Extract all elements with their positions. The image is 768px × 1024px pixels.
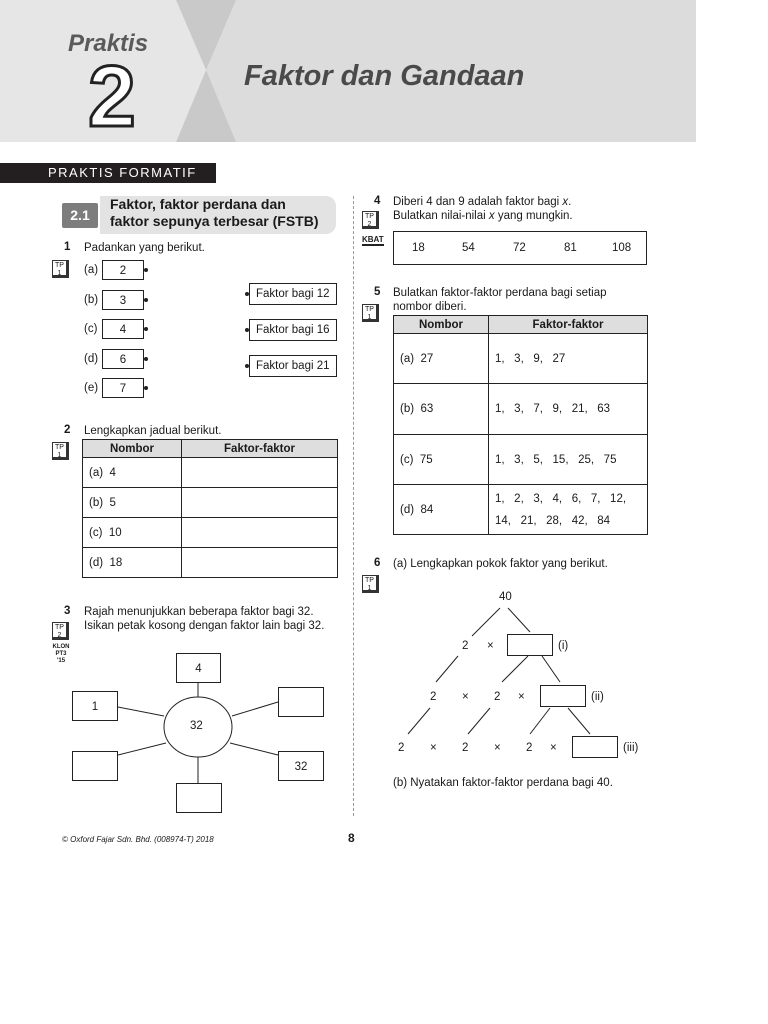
q4-text-2a: Bulatkan nilai-nilai (393, 210, 489, 222)
q5-number-cell (394, 384, 489, 435)
q3-blank-box[interactable] (176, 783, 222, 813)
q4-variable: x (488, 210, 495, 222)
q1-tp-badge (52, 260, 69, 278)
q5-number-cell (394, 485, 489, 535)
q6-number: 6 (374, 557, 381, 569)
q6-factor: 2 (430, 691, 437, 703)
match-dot[interactable] (144, 386, 148, 390)
q4-text-1 (393, 195, 571, 210)
row-label: (d) (89, 556, 104, 569)
copyright: © Oxford Fajar Sdn. Bhd. (008974-T) 2018 (62, 835, 214, 844)
row-number: 18 (109, 556, 123, 569)
tp-level: 1 (57, 452, 62, 459)
q6-factor: 2 (462, 742, 469, 754)
q2-table (82, 439, 338, 578)
tp-level: 1 (367, 314, 372, 321)
table-row (394, 334, 648, 384)
q4-text-1a: Diberi 4 dan 9 adalah faktor bagi (393, 196, 563, 208)
table-row (83, 458, 338, 488)
q6-times: × (487, 640, 494, 652)
formatif-label: PRAKTIS FORMATIF (48, 165, 197, 180)
q4-text-1b: . (568, 196, 572, 208)
row-number: 84 (420, 503, 434, 516)
klon-line1: KLON (52, 644, 70, 650)
q4-value[interactable]: 81 (564, 242, 577, 254)
section-title-line2: faktor sepunya terbesar (FSTB) (110, 213, 319, 229)
tp-level: 1 (367, 585, 372, 592)
row-label: (c) (400, 453, 414, 466)
chapter-number: 2 (88, 49, 136, 145)
q3-tp-badge (52, 622, 69, 640)
row-label: (a) (400, 352, 415, 365)
tp-text: TP (55, 444, 64, 451)
q6-label-iii: (iii) (623, 742, 639, 754)
tp-text: TP (365, 577, 374, 584)
formatif-bar (0, 163, 216, 183)
q3-box-top: 4 (176, 653, 221, 683)
q6-times: × (462, 691, 469, 703)
q3-blank-box[interactable] (278, 687, 324, 717)
q4-value[interactable]: 72 (513, 242, 526, 254)
row-number: 27 (420, 352, 434, 365)
q5-tp-badge (362, 304, 379, 322)
match-dot[interactable] (144, 357, 148, 361)
q2-number-cell (83, 458, 182, 488)
q6-label-ii: (ii) (591, 691, 604, 703)
q3-blank-box[interactable] (72, 751, 118, 781)
match-dot[interactable] (144, 268, 148, 272)
q2-answer-cell[interactable] (182, 458, 338, 488)
q6-factor: 2 (398, 742, 405, 754)
q5-factors-cell[interactable]: 1, 3, 9, 27 (489, 334, 648, 384)
q2-header-factors: Faktor-faktor (182, 440, 338, 458)
q6-part-b: (b) Nyatakan faktor-faktor perdana bagi 40. (393, 777, 613, 789)
table-row (394, 485, 648, 535)
q1-target-box: Faktor bagi 12 (249, 283, 337, 305)
q1-text: Padankan yang berikut. (84, 242, 205, 254)
q5-factors-cell[interactable] (489, 485, 648, 535)
page-number: 8 (348, 831, 355, 845)
q4-tp-badge (362, 211, 379, 229)
row-number: 63 (420, 403, 434, 415)
q4-values-box (393, 231, 647, 265)
q1-target-box: Faktor bagi 21 (249, 355, 337, 377)
q2-header-number: Nombor (83, 440, 182, 458)
praktis-label: Praktis (68, 30, 149, 57)
table-row (83, 488, 338, 518)
row-number: 5 (109, 496, 116, 509)
q1-item-label: (d) (84, 353, 99, 365)
q2-tp-badge (52, 442, 69, 460)
q5-factors-cell[interactable]: 1, 3, 7, 9, 21, 63 (489, 384, 648, 435)
q2-answer-cell[interactable] (182, 488, 338, 518)
section-title-line1: Faktor, faktor perdana dan (110, 196, 286, 212)
q1-item-label: (e) (84, 382, 99, 394)
q6-times: × (518, 691, 525, 703)
row-number: 75 (419, 453, 433, 466)
q5-header-number: Nombor (394, 316, 489, 334)
tp-text: TP (365, 213, 374, 220)
q5-factors-line1: 1, 2, 3, 4, 6, 7, 12, (495, 492, 627, 505)
q3-center-value: 32 (190, 720, 203, 732)
q1-item-box: 4 (102, 319, 144, 339)
q2-text: Lengkapkan jadual berikut. (84, 425, 222, 437)
q3-number: 3 (64, 605, 71, 617)
table-row (83, 548, 338, 578)
q6-tp-badge (362, 575, 379, 593)
section-number: 2.1 (62, 203, 98, 228)
klon-line2: PT3 (55, 651, 67, 657)
q2-number-cell (83, 518, 182, 548)
q5-text-2: nombor diberi. (393, 301, 467, 313)
tp-text: TP (55, 262, 64, 269)
q1-target-box: Faktor bagi 16 (249, 319, 337, 341)
row-number: 4 (109, 466, 116, 479)
column-divider (353, 196, 354, 816)
q2-number: 2 (64, 424, 71, 436)
q1-item-box: 3 (102, 290, 144, 310)
q5-table (393, 315, 648, 535)
q5-number-cell (394, 334, 489, 384)
q2-answer-cell[interactable] (182, 518, 338, 548)
q3-box-bottom-right: 32 (278, 751, 324, 781)
match-dot[interactable] (144, 298, 148, 302)
q2-answer-cell[interactable] (182, 548, 338, 578)
q6-times: × (494, 742, 501, 754)
q6-times: × (550, 742, 557, 754)
q1-item-box: 7 (102, 378, 144, 398)
row-label: (d) (400, 503, 415, 516)
row-label: (b) (400, 403, 415, 415)
q4-text-2 (393, 209, 573, 224)
q3-text-1: Rajah menunjukkan beberapa faktor bagi 32. (84, 606, 314, 618)
tp-level: 2 (367, 221, 372, 228)
q1-item-label: (b) (84, 294, 99, 306)
chapter-title: Faktor dan Gandaan (244, 60, 525, 92)
q2-number-cell (83, 488, 182, 518)
q4-number: 4 (374, 195, 381, 207)
q5-number: 5 (374, 286, 381, 298)
q6-blank-box[interactable] (507, 634, 553, 656)
q6-factor: 2 (526, 742, 533, 754)
q5-header-factors: Faktor-faktor (489, 316, 648, 334)
q4-value[interactable]: 18 (412, 242, 425, 254)
q6-blank-box[interactable] (572, 736, 618, 758)
q6-factor: 2 (462, 640, 469, 652)
q1-item-label: (c) (84, 323, 98, 335)
table-row (83, 518, 338, 548)
tp-text: TP (365, 306, 374, 313)
tp-text: TP (55, 624, 64, 631)
q4-value[interactable]: 108 (612, 242, 632, 254)
q1-item-box: 2 (102, 260, 144, 280)
q6-blank-box[interactable] (540, 685, 586, 707)
tp-level: 2 (57, 632, 62, 639)
row-label: (c) (89, 526, 103, 539)
q4-value[interactable]: 54 (462, 242, 475, 254)
table-row (394, 384, 648, 435)
q5-number-cell (394, 435, 489, 485)
q6-factor-tree (390, 600, 660, 750)
q3-text-2: Isikan petak kosong dengan faktor lain bagi 32. (84, 620, 325, 632)
row-label: (a) (89, 466, 104, 479)
q1-item-label: (a) (84, 264, 99, 276)
match-dot[interactable] (144, 327, 148, 331)
row-label: (b) (89, 496, 104, 509)
kbat-badge: KBAT (362, 235, 384, 244)
q1-number: 1 (64, 241, 71, 253)
q3-box-left: 1 (72, 691, 118, 721)
q6-root: 40 (499, 591, 512, 603)
row-number: 10 (108, 526, 122, 539)
q5-text-1: Bulatkan faktor-faktor perdana bagi setiap (393, 287, 607, 299)
q1-item-box: 6 (102, 349, 144, 369)
table-row (394, 435, 648, 485)
klon-line3: '15 (56, 658, 66, 664)
q2-number-cell (83, 548, 182, 578)
section-title (110, 196, 319, 230)
q5-factors-line2: 14, 21, 28, 42, 84 (495, 514, 611, 527)
q6-label-i: (i) (558, 640, 569, 652)
q4-text-2b: yang mungkin. (494, 210, 573, 222)
q4-variable: x (562, 196, 569, 208)
q5-factors-cell[interactable]: 1, 3, 5, 15, 25, 75 (489, 435, 648, 485)
q6-times: × (430, 742, 437, 754)
tp-level: 1 (57, 270, 62, 277)
q6-factor: 2 (494, 691, 501, 703)
q6-part-a: (a) Lengkapkan pokok faktor yang berikut. (393, 558, 608, 570)
